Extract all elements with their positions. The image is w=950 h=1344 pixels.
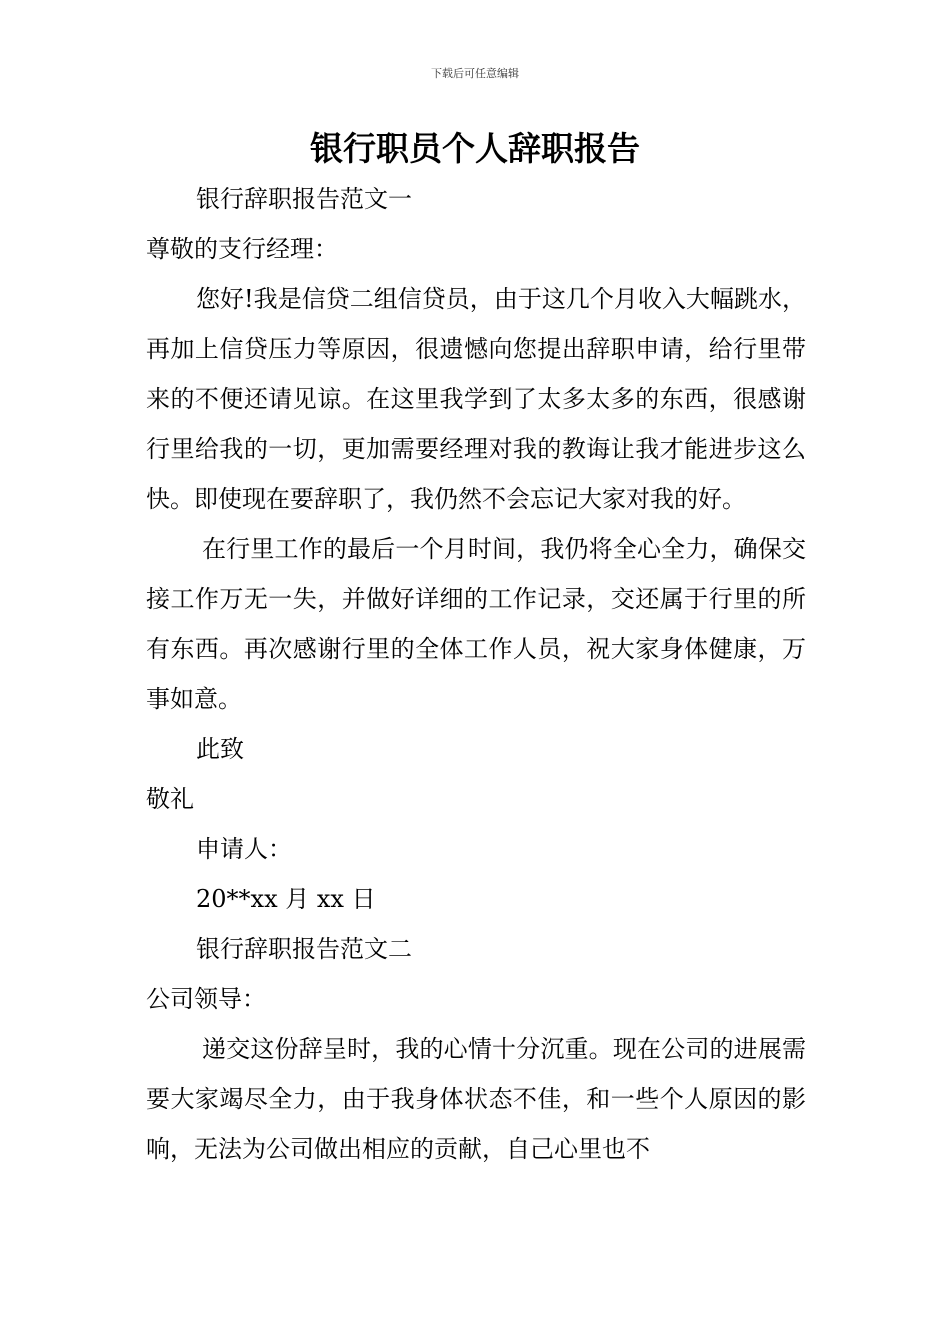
section-heading-one: 银行辞职报告范文一	[196, 185, 412, 213]
body-paragraph: 在行里工作的最后一个月时间，我仍将全心全力，确保交接工作万无一失，并做好详细的工作记录，交还属于行里的所有东西。再次感谢行里的全体工作人员，祝大家身体健康，万事如意。	[146, 535, 806, 713]
closing-salute: 敬礼	[146, 785, 194, 813]
body-paragraph: 递交这份辞呈时，我的心情十分沉重。现在公司的进展需要大家竭尽全力，由于我身体状态不佳，和一些个人原因的影响，无法为公司做出相应的贡献，自己心里也不	[146, 1035, 806, 1163]
applicant-line: 申请人：	[196, 835, 292, 863]
salutation-one: 尊敬的支行经理：	[146, 235, 338, 263]
body-paragraph: 您好!我是信贷二组信贷员，由于这几个月收入大幅跳水，再加上信贷压力等原因，很遗憾向您提出辞职申请，给行里带来的不便还请见谅。在这里我学到了太多太多的东西，很感谢行里给我的一切，更加需要经理对我的教诲让我才能进步这么快。即使现在要辞职了，我仍然不会忘记大家对我的好。	[146, 285, 806, 513]
closing-phrase: 此致	[196, 735, 244, 763]
salutation-two: 公司领导：	[146, 985, 266, 1013]
header-note: 下载后可任意编辑	[431, 67, 519, 80]
date-line: 20**xx 月 xx 日	[196, 885, 376, 913]
document-title: 银行职员个人辞职报告	[310, 129, 640, 168]
section-heading-two: 银行辞职报告范文二	[196, 935, 412, 963]
document-body	[146, 174, 806, 1174]
